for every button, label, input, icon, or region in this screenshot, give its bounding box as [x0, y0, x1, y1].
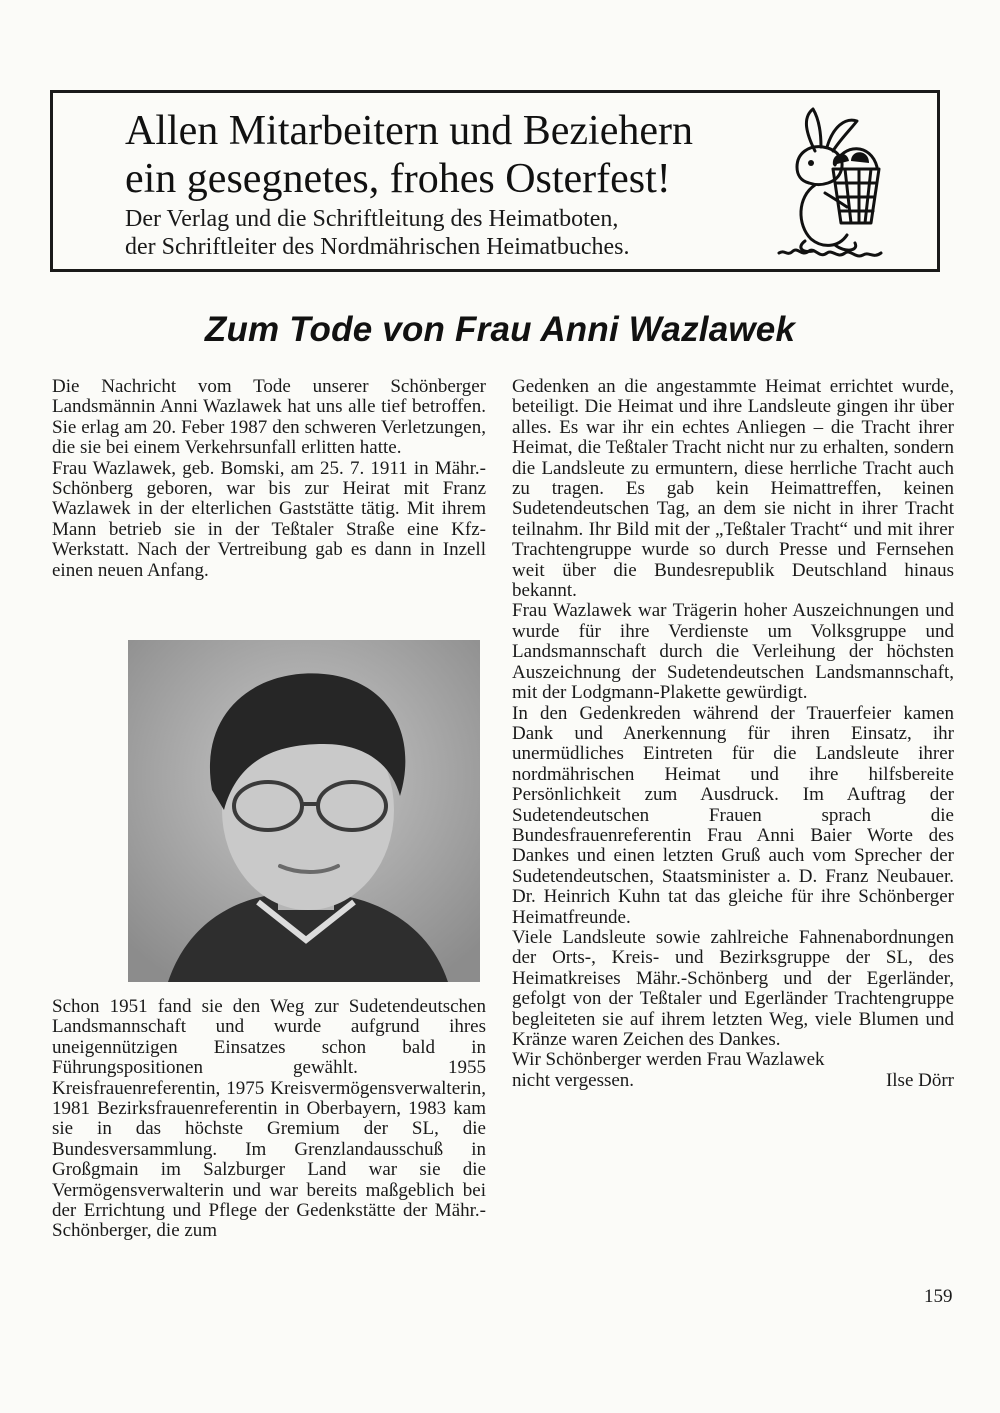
article-signoff	[512, 1071, 954, 1091]
author-name: Ilse Dörr	[885, 1069, 954, 1091]
article-column-left-bottom	[52, 997, 486, 1242]
easter-greeting-signature	[125, 205, 630, 261]
easter-bunny-icon	[775, 103, 887, 268]
article-paragraph: In den Gedenkreden während der Trauerfeier kamen Dank und Anerkennung für ihren Einsatz, ihr unermüdliches Eintreten für die Landsleute ihrer nordmährischen Heimat und ihre hilfsbereite Persönlichkeit zum Ausdruck. Im Auftrag der Sudetendeutschen Frauen sprach die Bundesfrauenreferentin Frau Anni Baier Worte des Dankes und einen letzten Gruß auch vom Sprecher der Sudetendeutschen, Staatsminister a. D. Franz Neubauer. Dr. Heinrich Kuhn tat das gleiche für ihre Schönberger Heimatfreunde.	[512, 702, 954, 928]
article-paragraph: Viele Landsleute sowie zahlreiche Fahnenabordnungen der Orts-, Kreis- und Bezirksgruppe der SL, des Heimatkreises Mähr.-Schönberg und der Egerländer, gefolgt von der Teßtaler und Egerländer Trachtengruppe begleiteten sie auf ihrem letzten Weg, viele Blumen und Kränze waren Zeichen des Dankes.	[512, 926, 954, 1050]
easter-greeting-box	[50, 90, 940, 272]
article-column-right	[512, 377, 954, 1091]
article-paragraph: Schon 1951 fand sie den Weg zur Sudetendeutschen Landsmannschaft und wurde aufgrund ihres uneigennützigen Einsatzes schon bald in Führungspositionen gewählt. 1955 Kreisfrauenreferentin, 1975 Kreisvermögensverwalterin, 1981 Bezirksfrauenreferentin in Oberbayern, 1983 kam sie in das höchste Gremium der SL, die Bundesversammlung. Im Grenzlandausschuß in Großgmain im Salzburger Land war sie die Vermögensverwalterin und war bereits maßgeblich bei der Errichtung und Pflege der Gedenkstätte der Mähr.-Schönberger, die zum	[52, 996, 486, 1242]
headline-line: Allen Mitarbeitern und Beziehern	[125, 108, 693, 154]
headline-line: ein gesegnetes, frohes Osterfest!	[125, 156, 671, 202]
article-title: Zum Tode von Frau Anni Wazlawek	[204, 310, 796, 349]
article-paragraph: Wir Schönberger werden Frau Wazlawek	[512, 1049, 825, 1071]
article-paragraph: Die Nachricht vom Tode unserer Schönberger Landsmännin Anni Wazlawek hat uns alle tief betroffen. Sie erlag am 20. Feber 1987 den schweren Verletzungen, die sie bei einem Verkehrsunfall erlitten hatte.	[52, 376, 486, 459]
article-paragraph: Frau Wazlawek war Trägerin hoher Auszeichnungen und wurde für ihre Verdienste um Volksgruppe und Landsmannschaft durch die Verleihung der höchsten Auszeichnung der Sudetendeutschen Landsmannschaft, mit der Lodgmann-Plakette gewürdigt.	[512, 600, 954, 704]
article-paragraph: Gedenken an die angestammte Heimat errichtet wurde, beteiligt. Die Heimat und ihre Landsleute gingen ihr über alles. Es war ihr ein echtes Anliegen – die Tracht ihrer Heimat, die Teßtaler Tracht nicht nur zu erhalten, sondern die Landsleute zu ermuntern, diese herrliche Tracht auch zu tragen. Es gab kein Heimattreffen, keinen Sudetendeutschen Tag, an dem sie nicht in ihrer Tracht teilnahm. Ihr Bild mit der „Teßtaler Tracht“ und mit ihrer Trachtengruppe wurde so durch Presse und Fernsehen weit über die Bundesrepublik Deutschland hinaus bekannt.	[512, 376, 954, 602]
portrait-icon	[128, 640, 480, 982]
signature-line: Der Verlag und die Schriftleitung des Heimatboten,	[125, 206, 619, 232]
closing-line: nicht vergessen.	[512, 1069, 635, 1091]
article-paragraph: Frau Wazlawek, geb. Bomski, am 25. 7. 1911 in Mähr.-Schönberg geboren, war bis zur Heirat mit Franz Wazlawek in der elterlichen Gaststätte tätig. Mit ihrem Mann betrieb sie in der Teßtaler Straße eine Kfz-Werkstatt. Nach der Vertreibung gab es dann in Inzell einen neuen Anfang.	[52, 457, 486, 581]
signature-line: der Schriftleiter des Nordmährischen Heimatbuches.	[125, 234, 630, 260]
portrait-photo	[128, 640, 480, 982]
page-number: 159	[924, 1286, 953, 1307]
article-column-left-top	[52, 377, 486, 581]
easter-greeting-headline	[125, 107, 693, 203]
